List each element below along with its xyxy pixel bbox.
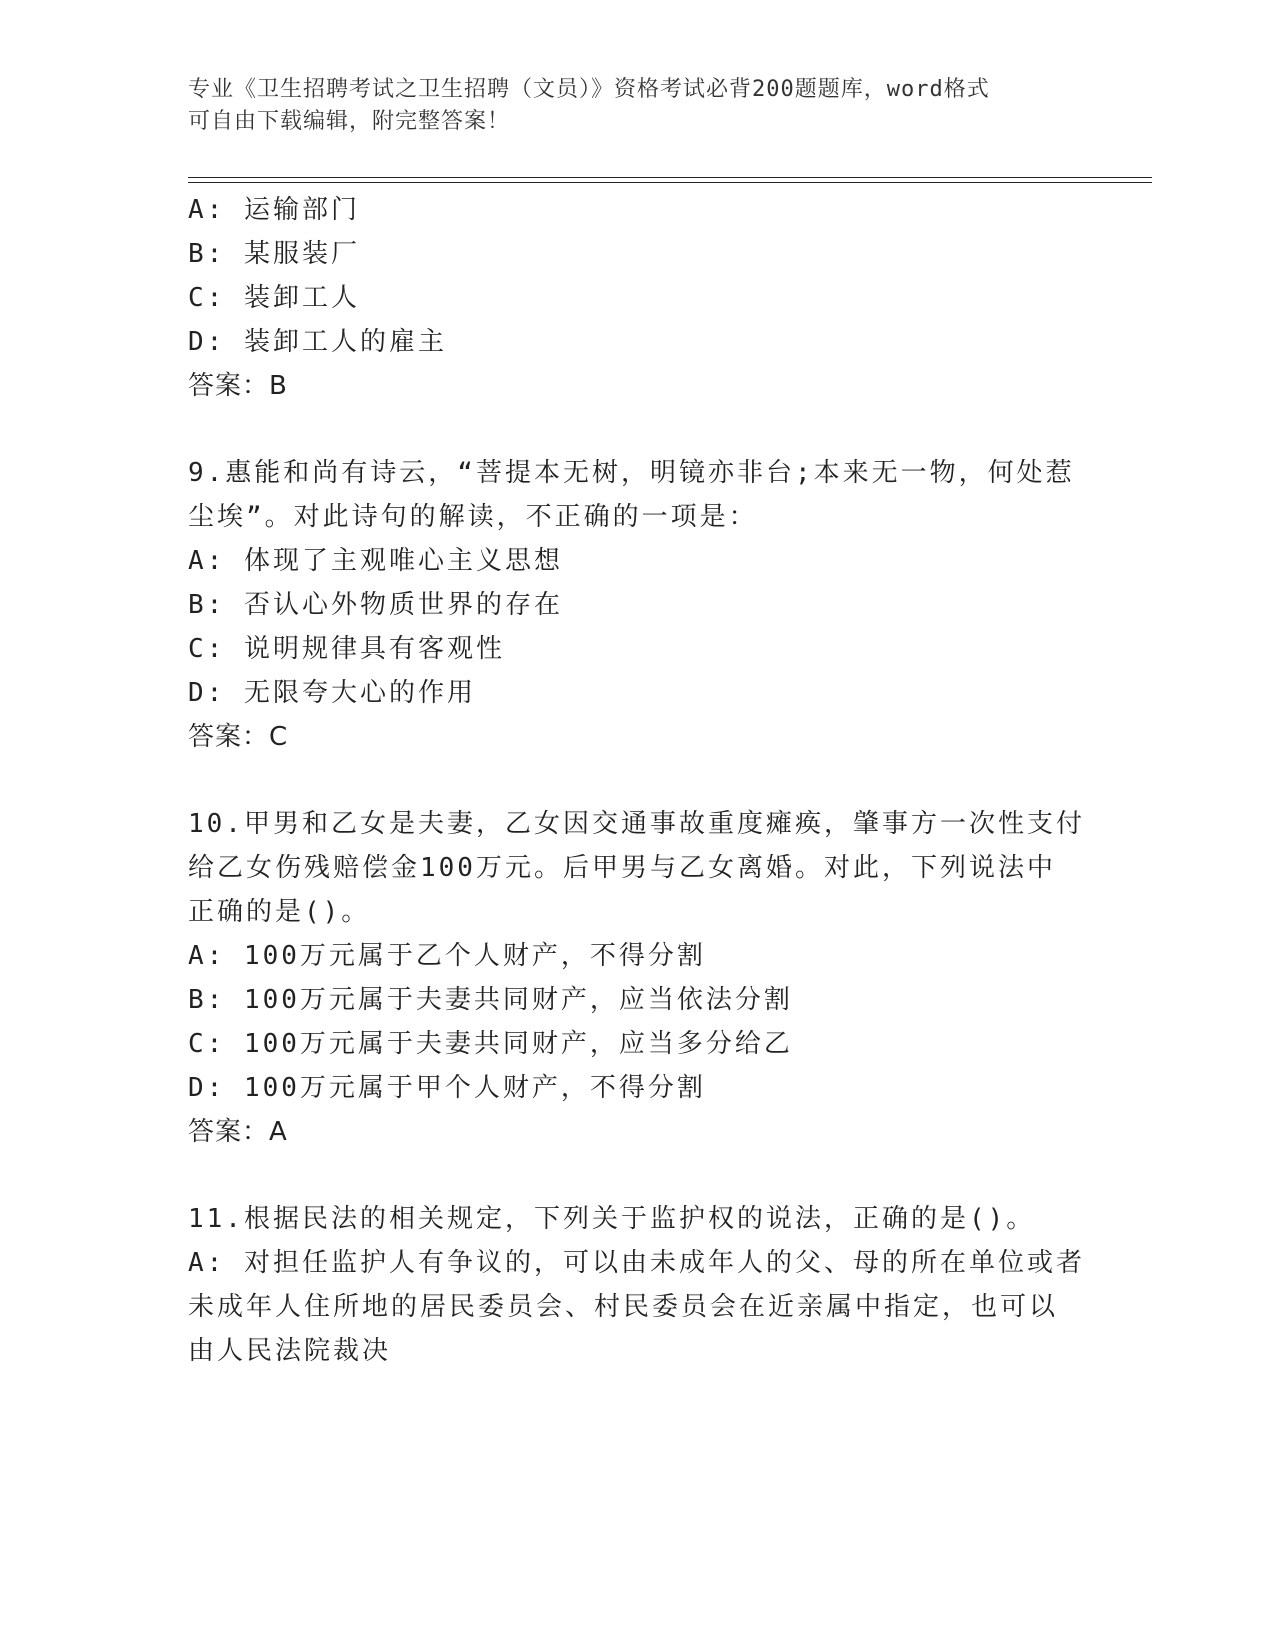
header-divider-top [188, 177, 1152, 178]
q8-option-b: B: 某服装厂 [188, 239, 360, 269]
q8-option-a: A: 运输部门 [188, 195, 360, 225]
header-divider-bottom [188, 182, 1152, 183]
q8-option-c: C: 装卸工人 [188, 283, 360, 313]
q11-option-a-line-1: A: 对担任监护人有争议的，可以由未成年人的父、母的所在单位或者 [188, 1248, 1085, 1278]
document-header [188, 74, 1088, 138]
q10-answer: 答案：A [188, 1117, 288, 1147]
q10-option-b: B: 100万元属于夫妻共同财产，应当依法分割 [188, 985, 793, 1015]
header-line-1: 专业《卫生招聘考试之卫生招聘（文员）》资格考试必背200题题库，word格式 [188, 77, 990, 102]
q11-stem-line-1: 11.根据民法的相关规定，下列关于监护权的说法，正确的是()。 [188, 1204, 1036, 1234]
q9-option-d: D: 无限夸大心的作用 [188, 678, 476, 708]
q11-option-a-line-2: 未成年人住所地的居民委员会、村民委员会在近亲属中指定，也可以 [188, 1292, 1059, 1322]
q9-option-a: A: 体现了主观唯心主义思想 [188, 546, 563, 576]
q8-answer: 答案：B [188, 371, 288, 401]
q10-stem-line-1: 10.甲男和乙女是夫妻，乙女因交通事故重度瘫痪，肇事方一次性支付 [188, 809, 1085, 839]
q10-stem-line-2: 给乙女伤残赔偿金100万元。后甲男与乙女离婚。对此，下列说法中 [188, 853, 1056, 883]
q8-option-d: D: 装卸工人的雇主 [188, 327, 447, 357]
q10-option-c: C: 100万元属于夫妻共同财产，应当多分给乙 [188, 1029, 793, 1059]
q9-option-c: C: 说明规律具有客观性 [188, 634, 505, 664]
q9-stem-line-2: 尘埃”。对此诗句的解读，不正确的一项是： [188, 502, 758, 532]
q11-option-a-line-3: 由人民法院裁决 [188, 1336, 392, 1366]
q9-option-b: B: 否认心外物质世界的存在 [188, 590, 563, 620]
header-line-2: 可自由下载编辑，附完整答案！ [188, 109, 511, 134]
q9-stem-line-1: 9.惠能和尚有诗云，“菩提本无树，明镜亦非台;本来无一物，何处惹 [188, 458, 1075, 488]
q9-answer: 答案：C [188, 722, 289, 752]
q10-option-d: D: 100万元属于甲个人财产，不得分割 [188, 1073, 706, 1103]
q10-stem-line-3: 正确的是()。 [188, 897, 371, 927]
q10-option-a: A: 100万元属于乙个人财产，不得分割 [188, 941, 706, 971]
